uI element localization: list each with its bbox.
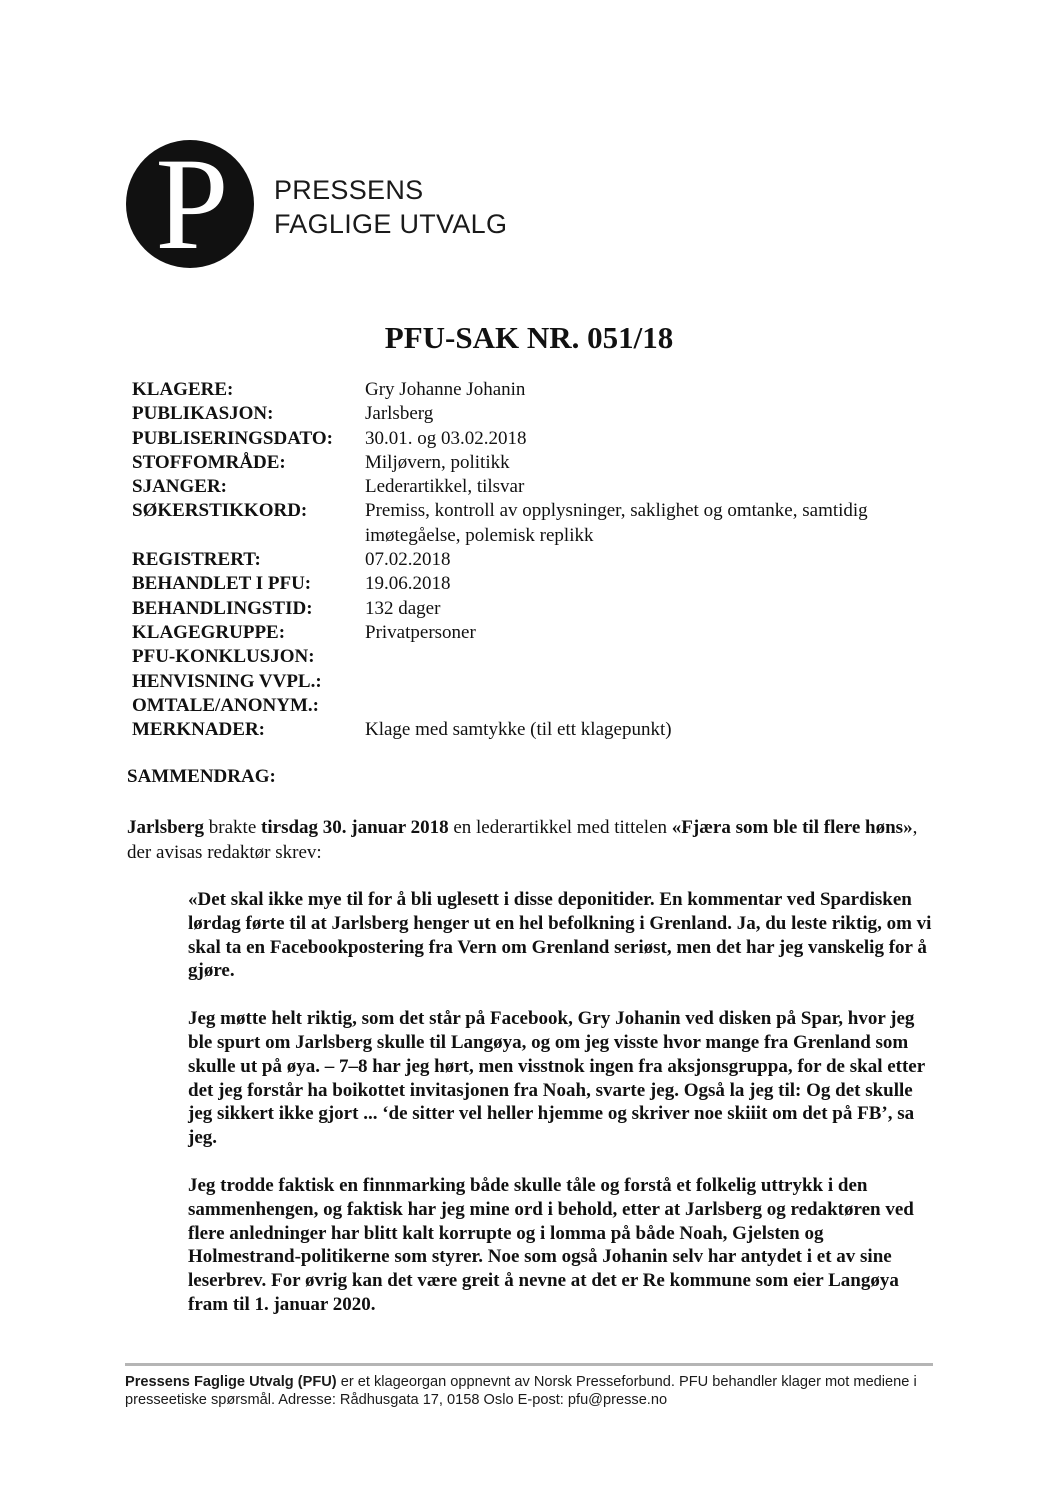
meta-row (132, 402, 952, 426)
meta-label: KLAGEGRUPPE: (132, 621, 286, 643)
meta-value (365, 670, 952, 694)
meta-row (132, 670, 952, 694)
logo-mark-letter: P (155, 140, 229, 268)
footer-org: Pressens Faglige Utvalg (PFU) (125, 1374, 337, 1390)
intro-article-title: «Fjæra som ble til flere høns» (671, 817, 913, 838)
case-title: PFU-SAK NR. 051/18 (384, 320, 674, 355)
meta-label: STOFFOMRÅDE: (132, 451, 286, 473)
meta-row (132, 499, 952, 548)
quote-paragraph: Jeg møtte helt riktig, som det står på Facebook, Gry Johanin ved disken på Spar, hvor jeg ble spurt om Jarlsberg skulle til Langøya, og om jeg visste hvor mange fra Grenland som skulle ut på øya. – 7–8 har jeg hørt, men visstnok ingen fra aksjonsgruppa, for de skal etter det jeg forstår ha boikottet invitasjonen fra Noah, svarte jeg. Også la jeg til: Og det skulle jeg sikkert ikke gjort ... ‘de sitter vel heller hjemme og skriver noe skiiit om det på FB’, sa jeg. (188, 1008, 925, 1149)
meta-value: 19.06.2018 (365, 573, 451, 595)
meta-value: Lederartikkel, tilsvar (365, 476, 525, 498)
logo-line-1: PRESSENS (274, 175, 424, 205)
meta-value (365, 694, 952, 718)
pfu-logo (126, 140, 526, 270)
quote-paragraph: «Det skal ikke mye til for å bli uglesett i disse deponitider. En kommentar ved Spardisken lørdag førte til at Jarlsberg henger ut en hel befolkning i Grenland. Ja, du leste riktig, om vi skal ta en Facebookpostering fra Vern om Grenland seriøst, men det har jeg vanskelig for å gjøre. (188, 889, 932, 982)
meta-row (132, 597, 952, 621)
page-footer (125, 1373, 935, 1409)
intro-paragraph (127, 816, 937, 865)
meta-label: SJANGER: (132, 476, 228, 498)
meta-label: MERKNADER: (132, 719, 265, 741)
quoted-editorial (188, 888, 933, 1341)
pfu-p-logo-icon (126, 140, 254, 268)
meta-value: 07.02.2018 (365, 549, 451, 571)
intro-text-2: en lederartikkel med tittelen (448, 817, 672, 838)
intro-text-3: , der avisas redaktør skrev: (127, 817, 918, 863)
meta-row (132, 694, 952, 718)
intro-text-1: brakte (204, 817, 262, 838)
summary-heading: SAMMENDRAG: (127, 766, 276, 787)
logo-wordmark (274, 173, 507, 241)
meta-value: Klage med samtykke (til ett klagepunkt) (365, 719, 672, 741)
meta-label: SØKERSTIKKORD: (132, 500, 308, 522)
meta-label: OMTALE/ANONYM.: (132, 694, 319, 716)
intro-date: tirsdag 30. januar 2018 (261, 817, 449, 838)
meta-value: Gry Johanne Johanin (365, 379, 526, 400)
meta-label: KLAGERE: (132, 379, 234, 400)
meta-value: 30.01. og 03.02.2018 (365, 427, 527, 449)
meta-value: Privatpersoner (365, 621, 476, 643)
meta-row (132, 451, 952, 475)
meta-row (132, 645, 952, 669)
meta-row (132, 475, 952, 499)
meta-label: PUBLISERINGSDATO: (132, 427, 333, 449)
meta-label: HENVISNING VVPL.: (132, 670, 322, 692)
meta-label: BEHANDLINGSTID: (132, 597, 313, 619)
meta-value: 132 dager (365, 597, 441, 619)
meta-row (132, 378, 952, 402)
meta-value: Jarlsberg (365, 403, 434, 425)
meta-row (132, 572, 952, 596)
meta-label: PUBLIKASJON: (132, 403, 274, 425)
meta-value (365, 645, 952, 669)
logo-line-2: FAGLIGE UTVALG (274, 209, 508, 239)
meta-value: Premiss, kontroll av opplysninger, saklighet og omtanke, samtidig imøtegåelse, polemisk replikk (365, 500, 868, 546)
meta-label: REGISTRERT: (132, 549, 261, 571)
meta-row (132, 718, 952, 742)
intro-publication: Jarlsberg (127, 817, 205, 838)
case-metadata-table (132, 378, 952, 742)
quote-paragraph: Jeg trodde faktisk en finnmarking både skulle tåle og forstå et folkelig uttrykk i den sammenhengen, og faktisk har jeg mine ord i behold, etter at Jarlsberg og redaktøren ved flere anledninger har blitt kalt korrupte og i lomma på både Noah, Gjelsten og Holmestrand-politikerne som styrer. Noe som også Johanin selv har antydet i et av sine leserbrev. For øvrig kan det være greit å nevne at det er Re kommune som eier Langøya fram til 1. januar 2020. (188, 1174, 914, 1315)
meta-value: Miljøvern, politikk (365, 451, 510, 473)
footer-text: er et klageorgan oppnevnt av Norsk Presseforbund. PFU behandler klager mot mediene i presseetiske spørsmål. Adresse: Rådhusgata 17, 0158 Oslo E-post: pfu@presse.no (125, 1374, 917, 1408)
footer-divider (125, 1363, 933, 1366)
meta-row (132, 548, 952, 572)
meta-row (132, 621, 952, 645)
meta-row (132, 427, 952, 451)
meta-label: BEHANDLET I PFU: (132, 573, 312, 595)
meta-label: PFU-KONKLUSJON: (132, 646, 315, 668)
